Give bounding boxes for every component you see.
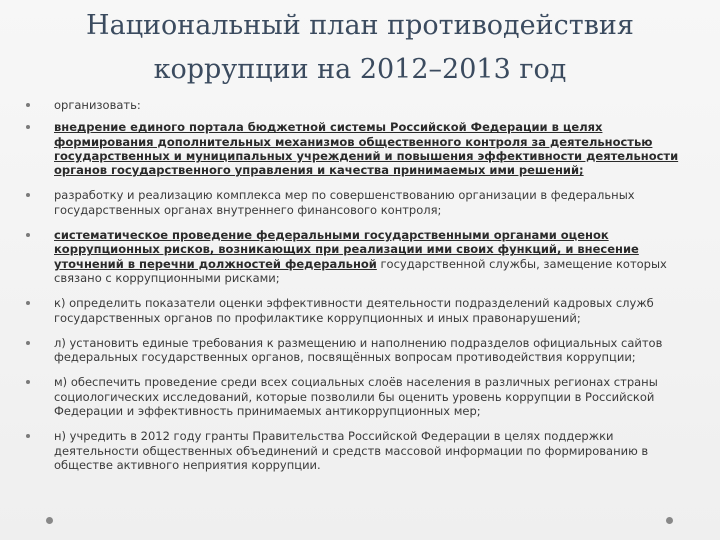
bullet-dot-icon [26,341,30,345]
slide-title [40,4,680,92]
list-item [24,188,694,217]
item-text: разработку и реализацию комплекса мер по совершенствованию организации в федеральных государственных органах внутреннего финансового контроля; [54,188,635,217]
underlined-text: систематическое проведение федеральными государственными органами оценок коррупционных рисков, возникающих при реализации ими своих функций, и внесение уточнений в перечни должностей федеральной [54,228,639,271]
bullet-dot-icon [26,103,30,107]
item-text: л) установить единые требования к размещению и наполнению подразделов официальных сайтов федеральных государственных органов, посвящённых вопросам противодействия коррупции; [54,335,663,365]
list-item [24,228,694,285]
list-item [24,98,694,112]
list-item [24,120,694,177]
bullet-dot-icon [26,434,30,438]
list-item [24,336,694,365]
bullet-dot-icon [26,125,30,129]
item-text: н) учредить в 2012 году гранты Правительства Российской Федерации в целях поддержки деятельности общественных объединений и средств массовой информации по формированию в обществе активного неприятия коррупции. [54,429,649,472]
title-line-2: коррупции на 2012–2013 год [153,54,567,85]
bottom-right-dot [666,517,673,524]
bottom-left-dot [46,517,53,524]
item-text: государственной службы, замещение которых связано с коррупционными рисками; [54,256,667,285]
list-item [24,429,694,472]
bullet-dot-icon [26,380,30,384]
item-text: м) обеспечить проведение среди всех социальных слоёв населения в различных регионах страны социологических исследований, которые позволили бы оценить уровень коррупции в Российской Федерации и эффективность принимаемых антикоррупционных мер; [54,375,658,419]
title-line-1: Национальный план противодействия [86,10,634,41]
list-item [24,375,694,418]
bullet-dot-icon [26,193,30,197]
bullet-list [24,98,694,483]
bullet-dot-icon [26,301,30,305]
item-text: к) определить показатели оценки эффективности деятельности подразделений кадровых служб государственных органов по профилактике коррупционных и иных правонарушений; [54,296,654,325]
item-text: организовать: [54,98,141,112]
bullet-dot-icon [26,233,30,237]
list-item [24,296,694,325]
underlined-text: внедрение единого портала бюджетной системы Российской Федерации в целях формирования дополнительных механизмов общественного контроля за деятельностью государственных и муниципальных учреждений и повышения эффективности деятельности органов государственного управления и качества принимаемых ими решений; [54,120,679,178]
